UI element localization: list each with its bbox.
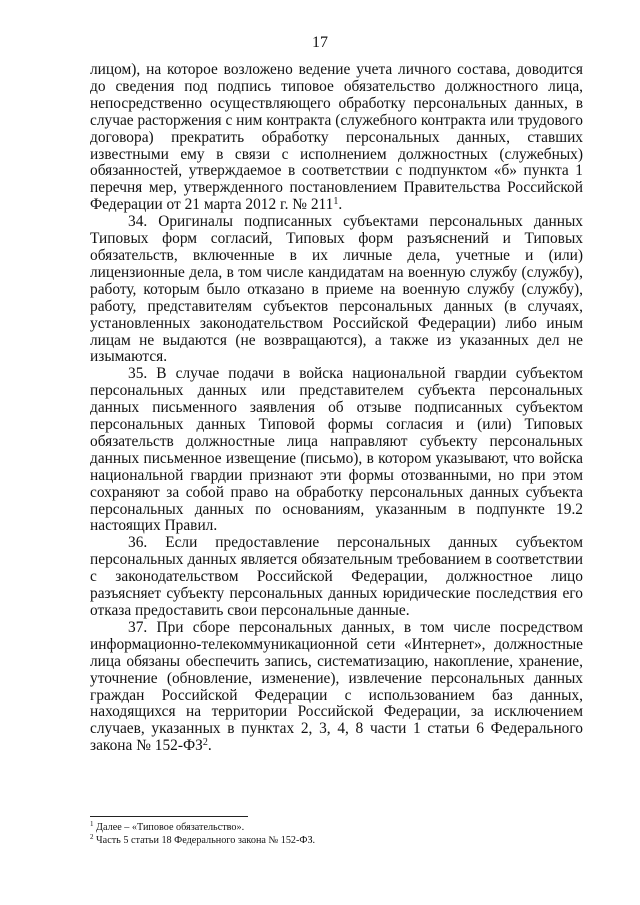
footnote-ref: 2 — [202, 737, 208, 749]
paragraph-37 — [90, 620, 583, 755]
paragraph-text: лицом), на которое возложено ведение учета личного состава, доводится до сведения под подпись типовое обязательство должностного лица, непосредственно осуществляющего обработку персональных данных, в случае расторжения с ним контракта (служебного контракта или трудового договора) прекратить обработку персональных данных, ставших известными ему в связи с исполнением должностных (служебных) обязанностей, утверждаемое в соответствии с подпунктом «б» пункта 1 перечня мер, утвержденного постановлением Правительства Российской Федерации от 21 марта 2012 г. № 211 — [90, 61, 583, 214]
paragraph-end: . — [338, 196, 343, 214]
footnotes — [90, 821, 583, 847]
footnote-2 — [90, 834, 583, 847]
footnote-mark: 2 — [90, 833, 94, 841]
footnote-ref: 1 — [333, 196, 339, 208]
page-number: 17 — [312, 34, 328, 51]
paragraph-36: 36. Если предоставление персональных данных субъектом персональных данных является обязательным требованием в соответствии с законодательством Российской Федерации, должностное лицо разъясняет субъекту персональных данных юридические последствия его отказа предоставить свои персональные данные. — [90, 534, 583, 619]
paragraph-35: 35. В случае подачи в войска национальной гвардии субъектом персональных данных или представителем субъекта персональных данных письменного заявления об отзыве подписанных субъектом персональных данных Типовой формы согласия и (или) Типовых обязательств должностные лица направляют субъекту персональных данных письменное извещение (письмо), в котором указывают, что войска национальной гвардии признают эти формы отозванными, но при этом сохраняют за собой право на обработку персональных данных субъекта персональных данных по основаниям, указанным в подпункте 19.2 настоящих Правил. — [90, 365, 583, 535]
paragraph-text: 37. При сборе персональных данных, в том числе посредством информационно-телекоммуникационной сети «Интернет», должностные лица обязаны обеспечить запись, систематизацию, накопление, хранение, уточнение (обновление, изменение), извлечение персональных данных граждан Российской Федерации с использованием баз данных, находящихся на территории Российской Федерации, за исключением случаев, указанных в пунктах 2, 3, 4, 8 части 1 статьи 6 Федерального закона № 152-ФЗ — [90, 618, 583, 755]
paragraph-34: 34. Оригиналы подписанных субъектами персональных данных Типовых форм согласий, Типовых форм разъяснений и Типовых обязательств, включенные в их личные дела, учетные и (или) лицензионные дела, в том числе кандидатам на военную службу (службу), работу, которым было отказано в приеме на военную службу (службу), работу, представителям субъектов персональных данных (в случаях, установленных законодательством Российской Федерации) либо иным лицам не выдаются (не возвращаются), а также из указанных дел не изымаются. — [90, 213, 583, 366]
body-text — [90, 62, 583, 755]
paragraph-continuation — [90, 62, 583, 214]
footnote-text: Далее – «Типовое обязательство». — [96, 822, 245, 833]
paragraph-end: . — [207, 737, 212, 755]
footnote-mark: 1 — [90, 820, 94, 828]
footnote-text: Часть 5 статьи 18 Федерального закона № 152-ФЗ. — [96, 835, 316, 846]
footnote-1 — [90, 821, 583, 834]
footnote-divider — [90, 816, 248, 817]
